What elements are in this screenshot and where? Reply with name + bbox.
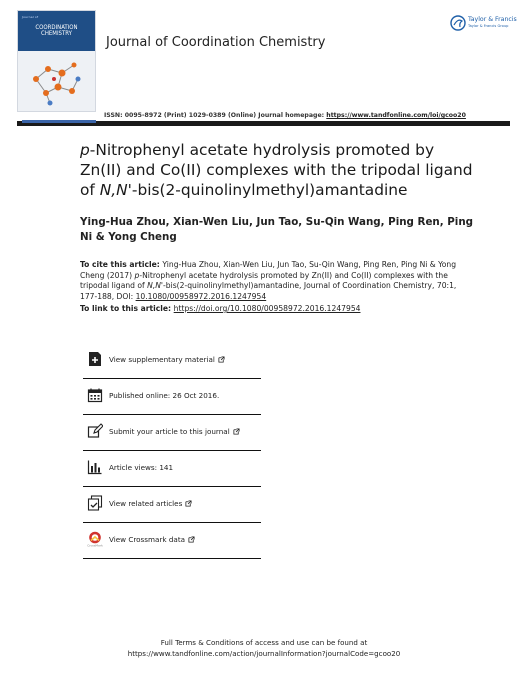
cover-title: COORDINATION CHEMISTRY xyxy=(35,24,78,37)
action-view-crossmark[interactable] xyxy=(83,522,261,559)
action-label: Published online: 26 Oct 2016. xyxy=(109,391,220,400)
edit-pencil-icon xyxy=(87,423,103,439)
external-link-icon xyxy=(185,500,192,507)
publisher-logo[interactable] xyxy=(450,14,517,32)
external-link-icon xyxy=(218,356,225,363)
publisher-logo-icon xyxy=(450,15,466,31)
action-label: View Crossmark data xyxy=(109,535,186,544)
action-label: View supplementary material xyxy=(109,355,215,364)
bar-chart-icon xyxy=(87,459,103,475)
action-view-supplementary[interactable] xyxy=(83,342,261,379)
action-label: Submit your article to this journal xyxy=(109,427,230,436)
footer xyxy=(0,638,528,659)
article-link-line xyxy=(80,304,480,313)
action-label: View related articles xyxy=(109,499,183,508)
citation-block: To cite this article: Ying-Hua Zhou, Xian-Wen Liu, Jun Tao, Su-Qin Wang, Ping Ren, Ping Ni & Yong Cheng (2017) p-Nitrophenyl acetate hydrolysis promoted by Zn(II) and Co(II) complexes with the tripodal ligand of N,N'-bis(2-quinolinylmethyl)amantadine, Journal of Coordination Chemistry, 70:1, 177-188, DOI: 10.1080/00958972.2016.1247954 xyxy=(80,260,457,301)
footer-terms-text: Full Terms & Conditions of access and use can be found at xyxy=(160,638,368,647)
publisher-tagline: Taylor & Francis Group xyxy=(468,24,509,28)
link-label: To link to this article: xyxy=(80,304,174,313)
journal-homepage-link[interactable]: https://www.tandfonline.com/loi/gcoo20 xyxy=(326,112,466,119)
article-title: p-Nitrophenyl acetate hydrolysis promoted by Zn(II) and Co(II) complexes with the tripodal ligand of N,N'-bis(2-quinolinylmethyl)amantadine xyxy=(80,141,473,199)
action-article-views xyxy=(83,450,261,487)
external-link-icon xyxy=(233,428,240,435)
action-submit-article[interactable] xyxy=(83,414,261,451)
crossmark-caption: CrossMark xyxy=(87,543,103,547)
action-view-related[interactable] xyxy=(83,486,261,523)
citation-label: To cite this article: xyxy=(80,260,163,269)
issn-text: ISSN: 0095-8972 (Print) 1029-0389 (Online) Journal homepage: xyxy=(104,112,327,119)
article-doi-url[interactable]: https://doi.org/10.1080/00958972.2016.1247954 xyxy=(173,304,361,313)
cover-kicker: Journal of xyxy=(22,15,39,19)
header-rule-accent xyxy=(22,120,96,123)
publisher-name: Taylor & Francis xyxy=(468,16,517,23)
calendar-icon xyxy=(87,387,103,403)
action-label: Article views: 141 xyxy=(109,463,174,472)
journal-title[interactable]: Journal of Coordination Chemistry xyxy=(106,35,326,50)
crossmark-icon xyxy=(87,531,103,547)
cover-molecule-graphic xyxy=(28,57,86,107)
action-published-online xyxy=(83,378,261,415)
article-authors: Ying-Hua Zhou, Xian-Wen Liu, Jun Tao, Su-Qin Wang, Ping Ren, Ping Ni & Yong Cheng xyxy=(80,216,474,243)
related-docs-icon xyxy=(87,495,103,511)
external-link-icon xyxy=(188,536,195,543)
supplementary-plus-icon xyxy=(87,351,103,367)
journal-cover-image xyxy=(17,10,96,112)
issn-homepage-line xyxy=(104,112,466,119)
footer-terms-url[interactable]: https://www.tandfonline.com/action/journalInformation?journalCode=gcoo20 xyxy=(127,648,401,658)
doi-link[interactable]: 10.1080/00958972.2016.1247954 xyxy=(135,291,267,301)
